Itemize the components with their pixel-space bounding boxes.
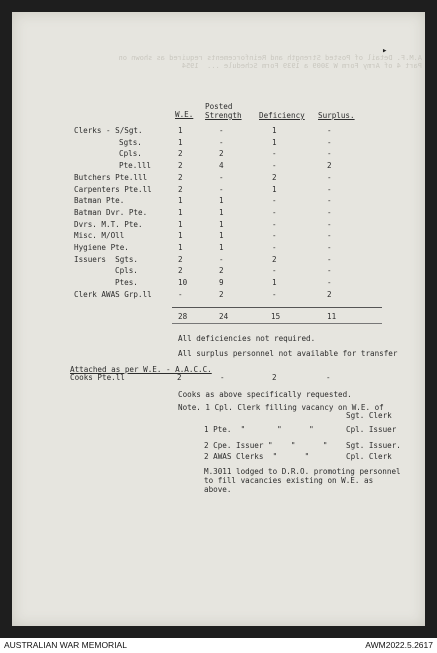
row-label: Carpenters Pte.ll	[74, 184, 152, 194]
cell-posted: -	[219, 254, 224, 264]
cell-surplus: -	[327, 278, 332, 288]
row-label: Misc. M/Oll	[74, 231, 125, 241]
cell-we: 1	[178, 196, 183, 206]
cell-deficiency: 1	[272, 126, 277, 135]
document-page	[12, 12, 425, 626]
cooks-we: 2	[177, 373, 182, 382]
cell-deficiency: -	[272, 266, 277, 276]
footer-institution: AUSTRALIAN WAR MEMORIAL	[4, 640, 127, 650]
cell-we: 10	[178, 278, 188, 288]
row-label: Butchers Pte.lll	[74, 172, 148, 182]
cell-deficiency: 2	[272, 172, 277, 182]
totals-rule	[172, 307, 382, 308]
cell-deficiency: 1	[272, 278, 277, 288]
cell-deficiency: -	[272, 219, 277, 229]
note-sub3-right: Cpl. Clerk	[346, 452, 392, 461]
note-deficiencies: All deficiencies not required.	[178, 334, 316, 343]
cell-posted: -	[219, 184, 224, 194]
cell-deficiency: -	[272, 149, 277, 159]
cell-surplus: -	[327, 172, 332, 182]
cell-posted: 9	[219, 278, 224, 288]
cell-posted: 1	[219, 196, 224, 206]
cell-surplus: -	[327, 243, 332, 252]
attached-header: Attached as per W.E. - A.A.C.C.	[70, 365, 212, 374]
cell-posted: 1	[219, 207, 224, 217]
cell-surplus: -	[327, 184, 332, 194]
row-label: Clerks - S/Sgt.	[74, 126, 143, 135]
cell-deficiency: -	[272, 161, 277, 171]
total-surplus: 11	[327, 312, 337, 321]
cell-we: 2	[178, 184, 183, 194]
row-label: Batman Pte.	[74, 196, 125, 206]
cooks-surplus: -	[326, 373, 331, 382]
cell-we: 1	[178, 243, 183, 252]
cell-surplus: -	[327, 207, 332, 217]
cell-surplus: 2	[327, 289, 332, 299]
cell-we: 1	[178, 137, 183, 147]
cell-we: 1	[178, 219, 183, 229]
cell-posted: 1	[219, 219, 224, 229]
row-label: Cpls.	[115, 266, 138, 276]
cell-deficiency: -	[272, 289, 277, 299]
memo-line-1: M.3011 lodged to D.R.O. promoting personnel	[204, 467, 401, 476]
cell-deficiency: -	[272, 196, 277, 206]
row-label: Clerk AWAS Grp.ll	[74, 289, 152, 299]
cell-we: 1	[178, 126, 183, 135]
cell-posted: 4	[219, 161, 224, 171]
header-surplus: Surplus.	[318, 111, 355, 120]
cell-surplus: -	[327, 137, 332, 147]
cell-surplus: -	[327, 266, 332, 276]
cell-posted: 1	[219, 243, 224, 252]
cell-we: 2	[178, 149, 183, 159]
note-sub1-right: Cpl. Issuer	[346, 425, 397, 434]
totals-rule-bottom	[172, 323, 382, 324]
cell-posted: 2	[219, 266, 224, 276]
note-sub2-left: 2 Cpe. Issuer " " "	[204, 441, 328, 450]
header-posted: Posted	[205, 102, 233, 111]
note-sub3-left: 2 AWAS Clerks " "	[204, 452, 310, 461]
cell-posted: -	[219, 172, 224, 182]
total-posted: 24	[219, 312, 229, 321]
cell-posted: 2	[219, 149, 224, 159]
cell-posted: -	[219, 126, 224, 135]
cell-surplus: -	[327, 231, 332, 241]
row-label: Pte.lll	[119, 161, 152, 171]
archive-footer	[0, 638, 437, 653]
row-label: Issuers Sgts.	[74, 254, 139, 264]
note-title: Note. 1 Cpl. Clerk filling vacancy on W.E. of	[178, 403, 384, 412]
bleed-through-text: A.M.F. Detail of Posted Strength and Reinforcements required as shown on Part 4 of Army Form W 3009 a 1939 Form Schedule ... 1954	[118, 54, 422, 70]
cell-we: 2	[178, 254, 183, 264]
row-label: Sgts.	[119, 137, 142, 147]
note-title-b: Sgt. Clerk	[346, 411, 392, 420]
cell-we: 1	[178, 207, 183, 217]
row-label: Dvrs. M.T. Pte.	[74, 219, 143, 229]
cooks-label: Cooks Pte.ll	[70, 373, 125, 382]
cell-deficiency: 2	[272, 254, 277, 264]
cell-surplus: -	[327, 196, 332, 206]
cell-surplus: -	[327, 126, 332, 135]
cell-deficiency: -	[272, 207, 277, 217]
note-sub2-right: Sgt. Issuer.	[346, 441, 401, 450]
cell-deficiency: 1	[272, 184, 277, 194]
cell-deficiency: 1	[272, 137, 277, 147]
cell-we: -	[178, 289, 183, 299]
note-sub1-left: 1 Pte. " " "	[204, 425, 314, 434]
memo-line-3: above.	[204, 485, 232, 494]
memo-line-2: to fill vacancies existing on W.E. as	[204, 476, 374, 485]
note-surplus: All surplus personnel not available for transfer	[178, 349, 398, 358]
cell-posted: -	[219, 137, 224, 147]
total-we: 28	[178, 312, 188, 321]
cooks-posted: -	[220, 373, 225, 382]
cell-we: 2	[178, 266, 183, 276]
cell-posted: 2	[219, 289, 224, 299]
header-deficiency: Deficiency	[259, 111, 305, 120]
total-deficiency: 15	[271, 312, 281, 321]
row-label: Ptes.	[115, 278, 138, 288]
cell-surplus: -	[327, 254, 332, 264]
cell-deficiency: -	[272, 243, 277, 252]
cell-posted: 1	[219, 231, 224, 241]
row-label: Hygiene Pte.	[74, 243, 129, 252]
cooks-note: Cooks as above specifically requested.	[178, 390, 352, 399]
header-strength: Strength	[205, 111, 242, 120]
cell-surplus: -	[327, 149, 332, 159]
cell-surplus: -	[327, 219, 332, 229]
cell-we: 2	[178, 161, 183, 171]
cell-deficiency: -	[272, 231, 277, 241]
row-label: Cpls.	[119, 149, 142, 159]
row-label: Batman Dvr. Pte.	[74, 207, 148, 217]
cell-we: 1	[178, 231, 183, 241]
footer-accession: AWM2022.5.2617	[365, 640, 433, 650]
cooks-deficiency: 2	[272, 373, 277, 382]
pin-mark: ▸	[382, 46, 388, 56]
header-we: W.E.	[175, 110, 194, 119]
cell-surplus: 2	[327, 161, 332, 171]
cell-we: 2	[178, 172, 183, 182]
